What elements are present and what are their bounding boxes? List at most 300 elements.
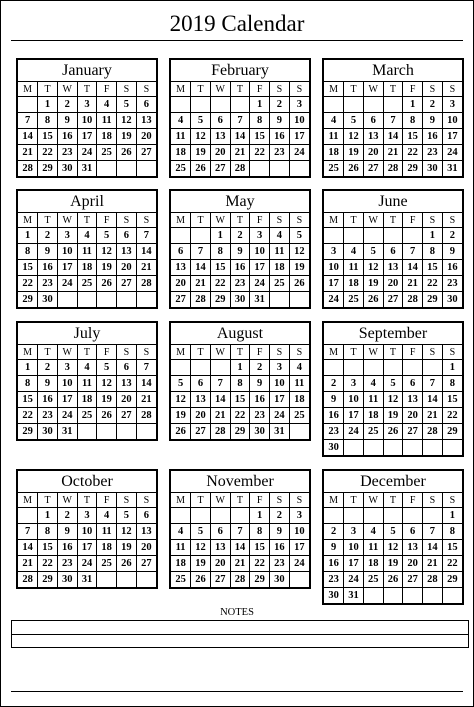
weekday-header-row [171,345,309,360]
day-cell: 3 [289,97,309,113]
day-cell: 25 [363,424,383,440]
week-row [324,360,462,376]
day-cell: 14 [191,260,211,276]
day-cell: 24 [77,556,97,572]
day-cell: 14 [230,540,250,556]
day-cell: 18 [97,540,117,556]
week-row [324,440,462,456]
week-row [171,113,309,129]
day-cell: 26 [117,556,137,572]
day-cell [383,588,403,604]
day-cell: 2 [442,228,462,244]
weekday-header: T [38,345,58,360]
day-cell: 25 [171,572,191,588]
day-cell: 16 [270,129,290,145]
day-cell: 1 [442,508,462,524]
weekday-header-row [18,345,156,360]
day-cell: 15 [423,260,443,276]
day-cell: 21 [18,556,38,572]
day-cell: 11 [97,113,117,129]
month-name: December [360,473,426,490]
day-cell: 20 [363,145,383,161]
week-row [18,97,156,113]
day-cell: 13 [136,113,156,129]
day-cell [230,508,250,524]
day-cell: 10 [344,540,364,556]
day-cell: 5 [363,244,383,260]
day-cell: 28 [423,424,443,440]
weekday-header: T [38,493,58,508]
day-cell [270,292,290,308]
day-cell: 10 [289,113,309,129]
day-cell: 18 [289,392,309,408]
weekday-header: F [97,213,117,228]
day-cell: 24 [289,556,309,572]
weekday-header-row [324,345,462,360]
day-cell: 25 [77,408,97,424]
day-cell: 11 [289,376,309,392]
day-cell: 15 [442,540,462,556]
day-cell: 1 [250,97,270,113]
day-cell: 20 [191,408,211,424]
day-cell: 13 [136,524,156,540]
day-cell: 26 [171,424,191,440]
day-cell: 14 [136,376,156,392]
day-cell: 22 [38,556,58,572]
day-cell: 1 [230,360,250,376]
week-row [324,392,462,408]
day-cell: 17 [442,129,462,145]
day-cell [77,292,97,308]
week-row [171,524,309,540]
week-row [18,161,156,177]
day-cell: 29 [442,424,462,440]
day-cell: 13 [171,260,191,276]
day-cell [403,440,423,456]
weekday-header-row [324,82,462,97]
weekday-header: F [250,493,270,508]
day-cell: 26 [383,572,403,588]
day-cell [442,588,462,604]
day-cell: 28 [230,161,250,177]
day-cell: 2 [230,228,250,244]
day-cell: 16 [250,392,270,408]
day-cell: 24 [344,424,364,440]
day-cell: 15 [210,260,230,276]
day-cell [363,440,383,456]
day-cell [403,508,423,524]
weekday-header: F [97,82,117,97]
day-cell: 18 [344,276,364,292]
day-cell: 1 [18,228,38,244]
month-name: January [62,62,112,79]
day-cell: 22 [403,145,423,161]
month-july [16,321,158,441]
month-april [16,189,158,309]
day-cell [383,97,403,113]
day-cell: 16 [57,129,77,145]
day-cell: 13 [383,260,403,276]
day-cell [270,161,290,177]
day-cell: 23 [38,276,58,292]
day-cell: 10 [77,524,97,540]
weekday-header: W [363,345,383,360]
day-cell: 19 [171,408,191,424]
day-cell: 3 [442,97,462,113]
day-cell: 12 [171,392,191,408]
day-cell: 4 [171,113,191,129]
week-row [18,276,156,292]
day-cell: 6 [210,524,230,540]
weekday-header: S [270,82,290,97]
weekday-header: T [230,82,250,97]
week-row [18,145,156,161]
day-cell: 8 [250,524,270,540]
day-cell: 26 [117,145,137,161]
day-cell: 20 [136,540,156,556]
day-cell [324,508,344,524]
day-cell: 21 [191,276,211,292]
day-cell: 27 [191,424,211,440]
day-cell: 21 [403,276,423,292]
month-grid [324,344,462,455]
weekday-header: W [210,213,230,228]
day-cell [289,572,309,588]
day-cell: 30 [324,588,344,604]
week-row [171,376,309,392]
weekday-header: W [57,82,77,97]
weekday-header: T [383,213,403,228]
day-cell: 6 [210,113,230,129]
day-cell: 24 [77,145,97,161]
day-cell: 14 [210,392,230,408]
day-cell: 26 [191,161,211,177]
week-row [18,113,156,129]
week-row [18,360,156,376]
day-cell: 8 [230,376,250,392]
day-cell: 17 [344,556,364,572]
day-cell: 11 [344,260,364,276]
weekday-header: T [230,345,250,360]
day-cell: 7 [383,113,403,129]
month-name: May [225,193,255,210]
day-cell: 26 [97,408,117,424]
day-cell: 16 [38,260,58,276]
week-row [171,145,309,161]
day-cell: 17 [324,276,344,292]
day-cell: 23 [270,145,290,161]
weekday-header: S [289,82,309,97]
weekday-header-row [324,493,462,508]
weekday-header: F [403,82,423,97]
day-cell: 15 [38,540,58,556]
week-row [324,540,462,556]
day-cell: 17 [289,540,309,556]
day-cell: 22 [423,276,443,292]
weekday-header: F [97,345,117,360]
day-cell: 21 [18,145,38,161]
day-cell: 3 [344,524,364,540]
day-cell: 7 [423,376,443,392]
month-may [169,189,311,309]
day-cell: 30 [38,292,58,308]
day-cell: 17 [57,260,77,276]
weekday-header: T [191,213,211,228]
week-row [171,129,309,145]
day-cell: 9 [324,540,344,556]
day-cell: 22 [442,556,462,572]
day-cell: 20 [136,129,156,145]
week-row [324,424,462,440]
day-cell: 2 [324,376,344,392]
day-cell [344,97,364,113]
day-cell: 14 [403,260,423,276]
day-cell: 25 [97,556,117,572]
day-cell: 2 [270,508,290,524]
day-cell [171,360,191,376]
day-cell: 29 [403,161,423,177]
weekday-header: F [403,213,423,228]
day-cell: 18 [77,392,97,408]
day-cell: 1 [18,360,38,376]
day-cell [363,360,383,376]
weekday-header: M [171,493,191,508]
day-cell: 13 [403,392,423,408]
day-cell: 1 [423,228,443,244]
day-cell: 5 [117,508,137,524]
day-cell: 15 [18,392,38,408]
week-row [171,540,309,556]
day-cell: 7 [230,113,250,129]
month-september [322,321,464,457]
day-cell: 7 [136,360,156,376]
week-row [18,260,156,276]
day-cell [191,360,211,376]
weekday-header: S [442,82,462,97]
day-cell [289,424,309,440]
day-cell: 25 [97,145,117,161]
day-cell: 23 [250,408,270,424]
weekday-header: S [289,345,309,360]
day-cell: 27 [117,276,137,292]
day-cell: 29 [230,424,250,440]
day-cell [191,228,211,244]
month-grid [324,212,462,307]
weekday-header: M [18,82,38,97]
weekday-header: T [383,493,403,508]
week-row [171,97,309,113]
day-cell: 2 [57,97,77,113]
day-cell: 23 [38,408,58,424]
day-cell: 30 [442,292,462,308]
day-cell: 26 [289,276,309,292]
day-cell: 26 [363,292,383,308]
day-cell: 23 [324,424,344,440]
day-cell [324,228,344,244]
day-cell: 3 [289,508,309,524]
week-row [171,244,309,260]
day-cell: 21 [423,556,443,572]
week-row [324,260,462,276]
page-title: 2019 Calendar [169,11,305,36]
day-cell [171,228,191,244]
weekday-header: M [324,493,344,508]
weekday-header: M [171,82,191,97]
day-cell: 11 [97,524,117,540]
month-november [169,469,311,589]
weekday-header: M [18,345,38,360]
weekday-header: T [344,493,364,508]
day-cell [97,292,117,308]
weekday-header: M [324,82,344,97]
day-cell: 9 [442,244,462,260]
day-cell: 9 [270,524,290,540]
day-cell: 31 [442,161,462,177]
day-cell [230,97,250,113]
week-row [18,424,156,440]
day-cell: 4 [97,97,117,113]
day-cell [363,228,383,244]
day-cell: 10 [442,113,462,129]
week-row [324,408,462,424]
day-cell: 10 [270,376,290,392]
day-cell: 16 [324,556,344,572]
day-cell [117,572,137,588]
day-cell: 18 [171,556,191,572]
day-cell: 10 [77,113,97,129]
day-cell [289,292,309,308]
day-cell [117,161,137,177]
day-cell: 22 [38,145,58,161]
day-cell: 25 [171,161,191,177]
day-cell: 11 [270,244,290,260]
day-cell: 23 [324,572,344,588]
day-cell: 21 [136,392,156,408]
day-cell: 14 [136,244,156,260]
day-cell: 13 [403,540,423,556]
day-cell: 6 [136,508,156,524]
day-cell: 30 [38,424,58,440]
day-cell: 12 [97,376,117,392]
day-cell [344,508,364,524]
day-cell: 6 [363,113,383,129]
day-cell: 30 [230,292,250,308]
weekday-header: S [423,213,443,228]
day-cell: 14 [423,540,443,556]
day-cell [363,588,383,604]
day-cell: 23 [423,145,443,161]
day-cell: 27 [210,161,230,177]
day-cell: 27 [117,408,137,424]
day-cell: 26 [383,424,403,440]
day-cell [171,508,191,524]
title-rule [11,40,463,41]
week-row [324,556,462,572]
day-cell: 3 [77,508,97,524]
day-cell: 6 [403,376,423,392]
day-cell: 6 [117,228,137,244]
weekday-header: T [383,345,403,360]
day-cell: 17 [57,392,77,408]
day-cell: 24 [289,145,309,161]
weekday-header: T [344,213,364,228]
day-cell: 3 [250,228,270,244]
weekday-header: T [344,345,364,360]
weekday-header: F [250,345,270,360]
bottom-rule [11,691,463,692]
day-cell: 12 [383,392,403,408]
day-cell: 20 [403,556,423,572]
weekday-header-row [18,213,156,228]
month-name: October [61,473,113,490]
day-cell: 5 [171,376,191,392]
weekday-header: S [270,213,290,228]
day-cell [57,292,77,308]
day-cell [383,228,403,244]
day-cell: 30 [270,572,290,588]
day-cell: 31 [77,572,97,588]
weekday-header: S [136,493,156,508]
weekday-header-row [171,213,309,228]
day-cell: 16 [442,260,462,276]
month-grid [171,81,309,176]
week-row [324,572,462,588]
month-name: April [70,193,104,210]
day-cell: 30 [324,440,344,456]
weekday-header-row [171,82,309,97]
weekday-header: S [442,493,462,508]
weekday-header: S [136,82,156,97]
day-cell: 28 [18,572,38,588]
day-cell: 5 [344,113,364,129]
week-row [324,97,462,113]
day-cell: 20 [210,145,230,161]
day-cell: 14 [230,129,250,145]
weekday-header-row [324,213,462,228]
day-cell [344,360,364,376]
day-cell: 12 [191,540,211,556]
weekday-header: T [38,82,58,97]
weekday-header: T [77,82,97,97]
week-row [171,408,309,424]
day-cell: 5 [97,228,117,244]
week-row [18,392,156,408]
week-row [18,376,156,392]
month-grid [171,344,309,439]
day-cell: 11 [171,129,191,145]
month-grid [171,212,309,307]
weekday-header: F [403,493,423,508]
day-cell: 19 [97,260,117,276]
day-cell: 9 [57,524,77,540]
day-cell: 9 [57,113,77,129]
day-cell: 11 [77,376,97,392]
day-cell: 2 [57,508,77,524]
day-cell: 19 [363,276,383,292]
week-row [324,508,462,524]
weekday-header: W [210,82,230,97]
day-cell: 4 [171,524,191,540]
weekday-header: T [191,493,211,508]
week-row [324,228,462,244]
day-cell [289,161,309,177]
week-row [324,292,462,308]
day-cell: 7 [403,244,423,260]
day-cell: 13 [210,540,230,556]
week-row [18,129,156,145]
day-cell: 10 [324,260,344,276]
day-cell: 23 [57,145,77,161]
